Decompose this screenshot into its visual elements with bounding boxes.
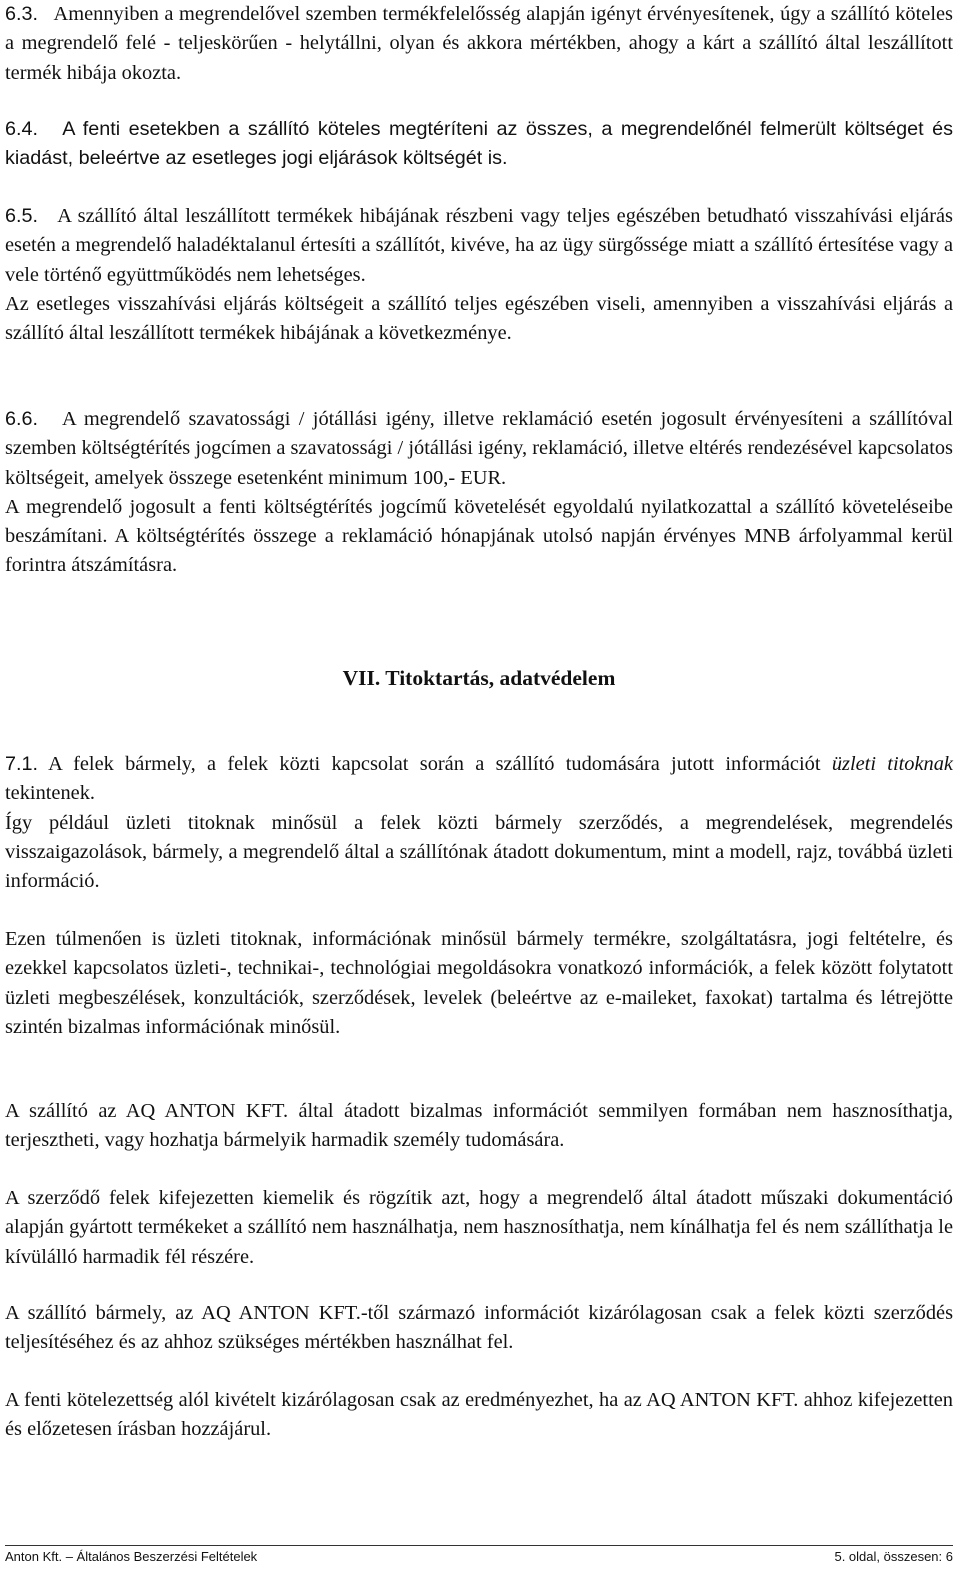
section-6-3-paragraph (5, 0, 953, 88)
section-text: A felek bármely, a felek közti kapcsolat során a szállító tudomására jutott információt (48, 753, 821, 775)
section-7-1-p6 (5, 1299, 953, 1358)
section-6-4-paragraph (5, 115, 953, 174)
section-6-4 (5, 115, 953, 174)
section-6-5 (5, 202, 953, 348)
paragraph: A fenti kötelezettség alól kivételt kizárólagosan csak az eredményezhet, ha az AQ ANTON KFT. ahhoz kifejezetten és előzetesen írásban hozzájárul. (5, 1389, 953, 1441)
paragraph: A szállító bármely, az AQ ANTON KFT.-től származó információt kizárólagosan csak a felek közti szerződés teljesítéséhez és az ahhoz szükséges mértékben használhat fel. (5, 1302, 953, 1354)
section-6-3 (5, 0, 953, 88)
section-text: A fenti esetekben a szállító köteles megtéríteni az összes, a megrendelőnél felmerült költséget és kiadást, beleértve az esetleges jogi eljárások költségét is. (5, 118, 953, 170)
section-7-1-p7 (5, 1386, 953, 1445)
section-7-1-p4 (5, 1097, 953, 1156)
section-6-5-paragraph-2: Az esetleges visszahívási eljárás költségeit a szállító teljes egészében viseli, amennyiben a visszahívási eljárás a szállító által leszállított termékek hibájának a következménye. (5, 292, 953, 345)
section-number: 6.4. (5, 118, 38, 140)
section-text: A szállító által leszállított termékek hibájának részbeni vagy teljes egészében betudható visszahívási eljárás esetén a megrendelő haladéktalanul értesíti a szállítót, kivéve, ha az ügy sürgőssége miatt a szállító értesítése vagy a vele történő együttműködés nem lehetséges. (5, 205, 953, 286)
page-number: 5. oldal, összesen: 6 (834, 1549, 953, 1564)
footer-divider (5, 1545, 953, 1546)
paragraph: Ezen túlmenően is üzleti titoknak, információnak minősül bármely termékre, szolgáltatásra, jogi feltételre, és ezekkel kapcsolatos üzleti-, technikai-, technológiai megoldásokra vonatkozó információk, a felek között folytatott üzleti megbeszélések, konzultációk, szerződések, levelek (beleértve az e-maileket, faxokat) tartalma és létrejötte szintén bizalmas információnak minősül. (5, 928, 953, 1038)
section-number: 6.5. (5, 205, 38, 227)
chapter-heading: VII. Titoktartás, adatvédelem (342, 666, 616, 690)
section-6-6-paragraph-2: A megrendelő jogosult a fenti költségtérítés jogcímű követelését egyoldalú nyilatkozattal a szállító követeléseibe beszámítani. A költségtérítés összege a reklamáció hónapjának utolsó napján érvényes MNB árfolyammal kerül forintra átszámításra. (5, 495, 953, 577)
section-number: 6.3. (5, 3, 38, 25)
section-7-1-paragraph-2: Így például üzleti titoknak minősül a felek közti bármely szerződés, a megrendelések, megrendelés visszaigazolások, bármely, a megrendelő által a szállítónak átadott dokumentum, mint a modell, rajz, továbbá üzleti információ. (5, 811, 953, 893)
footer-title: Anton Kft. – Általános Beszerzési Feltételek (5, 1549, 258, 1564)
section-text-end: tekintenek. (5, 782, 96, 805)
section-7-1-paragraph (5, 750, 953, 809)
section-7-1-p5 (5, 1184, 953, 1272)
section-6-6 (5, 405, 953, 581)
section-7-1 (5, 750, 953, 896)
section-6-5-paragraph (5, 202, 953, 290)
paragraph: A szállító az AQ ANTON KFT. által átadott bizalmas információt semmilyen formában nem hasznosíthatja, terjesztheti, vagy hozhatja bármelyik harmadik személy tudomására. (5, 1100, 953, 1152)
paragraph: A szerződő felek kifejezetten kiemelik és rögzítik azt, hogy a megrendelő által átadott műszaki dokumentáció alapján gyártott termékeket a szállító nem használhatja, nem hasznosíthatja, nem kínálhatja fel és nem szállíthatja le kívülálló harmadik fél részére. (5, 1187, 953, 1268)
section-number: 7.1. (5, 753, 38, 775)
section-text: Amennyiben a megrendelővel szemben termékfelelősség alapján igényt érvényesítenek, úgy a szállító köteles a megrendelő felé - teljeskörűen - helytállni, olyan és akkora mértékben, ahogy a kárt a szállító által leszállított termék hibája okozta. (5, 3, 953, 84)
section-text: A megrendelő szavatossági / jótállási igény, illetve reklamáció esetén jogosult érvényesíteni a szállítóval szemben költségtérítés jogcímen a szavatossági / jótállási igény, reklamáció, illetve eltérés rendezésével kapcsolatos költségeit, amelyek összege esetenként minimum 100,- EUR. (5, 408, 953, 489)
section-7-1-p3 (5, 925, 953, 1042)
emphasized-text: üzleti titoknak (831, 753, 953, 775)
section-6-6-paragraph (5, 405, 953, 493)
section-number: 6.6. (5, 408, 38, 430)
